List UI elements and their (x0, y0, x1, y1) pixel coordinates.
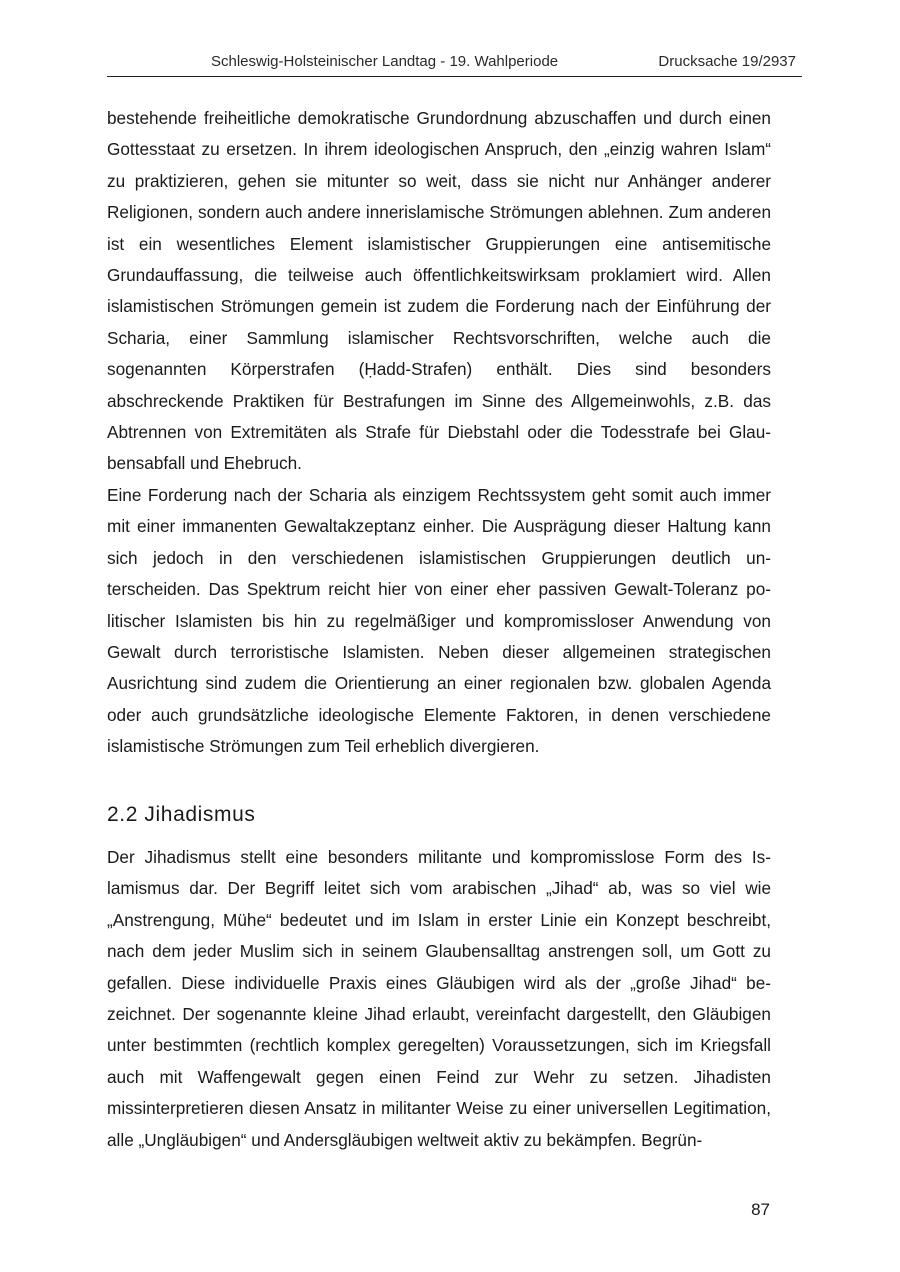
paragraph-2: Eine Forderung nach der Scharia als einzigem Rechtssystem geht somit auch immer mit einer immanenten Gewaltakzeptanz einher. Die Ausprägung dieser Haltung kann sich jedoch in den verschiedenen islamistischen Gruppierungen deutlich unterscheiden. Das Spektrum reicht hier von einer eher passiven Gewalt-Toleranz politischer Islamisten bis hin zu regelmäßiger und kompromissloser Anwendung von Gewalt durch terroristische Islamisten. Neben dieser allgemeinen strategischen Ausrichtung sind zudem die Orientierung an einer regionalen bzw. globalen Agenda oder auch grundsätzliche ideologische Elemente Faktoren, in denen verschiedene islamistische Strömungen zum Teil erheblich divergieren. (107, 484, 771, 757)
section-paragraph: Der Jihadismus stellt eine besonders militante und kompromisslose Form des Islamismus dar. Der Begriff leitet sich vom arabischen „Jihad“ ab, was so viel wie „Anstrengung, Mühe“ bedeutet und im Islam in erster Linie ein Konzept beschreibt, nach dem jeder Muslim sich in seinem Glaubensalltag anstrengen soll, um Gott zu gefallen. Diese individuelle Praxis eines Gläubigen wird als der „große Jihad“ bezeichnet. Der sogenannte kleine Jihad erlaubt, vereinfacht dargestellt, den Gläubigen unter bestimmten (rechtlich komplex geregelten) Voraussetzungen, sich im Kriegsfall auch mit Waffengewalt gegen einen Feind zur Wehr zu setzen. Jihadisten missinterpretieren diesen Ansatz in militanter Weise zu einer universellen Legitimation, alle „Ungläubigen“ und Andersgläubigen weltweit aktiv zu bekämpfen. Begrün- (107, 847, 771, 1150)
page-number: 87 (751, 1200, 770, 1219)
section-heading: 2.2 Jihadismus (107, 803, 256, 826)
header-title: Schleswig-Holsteinischer Landtag - 19. Wahlperiode (211, 53, 559, 70)
section-body-text (107, 842, 771, 1156)
main-body-text (107, 103, 771, 763)
header-doc-number: Drucksache 19/2937 (658, 53, 796, 70)
page-header (107, 52, 802, 77)
paragraph-1: bestehende freiheitliche demokratische Grundordnung abzuschaffen und durch einen Gottesstaat zu ersetzen. In ihrem ideologischen Anspruch, den „einzig wahren Islam“ zu praktizieren, gehen sie mitunter so weit, dass sie nicht nur Anhänger anderer Religionen, sondern auch andere innerislamische Strömungen ablehnen. Zum anderen ist ein wesentliches Element islamistischer Gruppierungen eine antisemitische Grundauffassung, die teilweise auch öffentlichkeitswirksam proklamiert wird. Allen islamistischen Strömungen gemein ist zudem die Forderung nach der Einführung der Scharia, einer Sammlung islamischer Rechtsvorschriften, welche auch die sogenannten Körperstrafen (Ḥadd-Strafen) enthält. Dies sind besonders abschreckende Praktiken für Bestrafungen im Sinne des Allgemeinwohls, z.B. das Abtrennen von Extremitäten als Strafe für Diebstahl oder die Todesstrafe bei Glaubensabfall und Ehebruch. (107, 108, 771, 474)
